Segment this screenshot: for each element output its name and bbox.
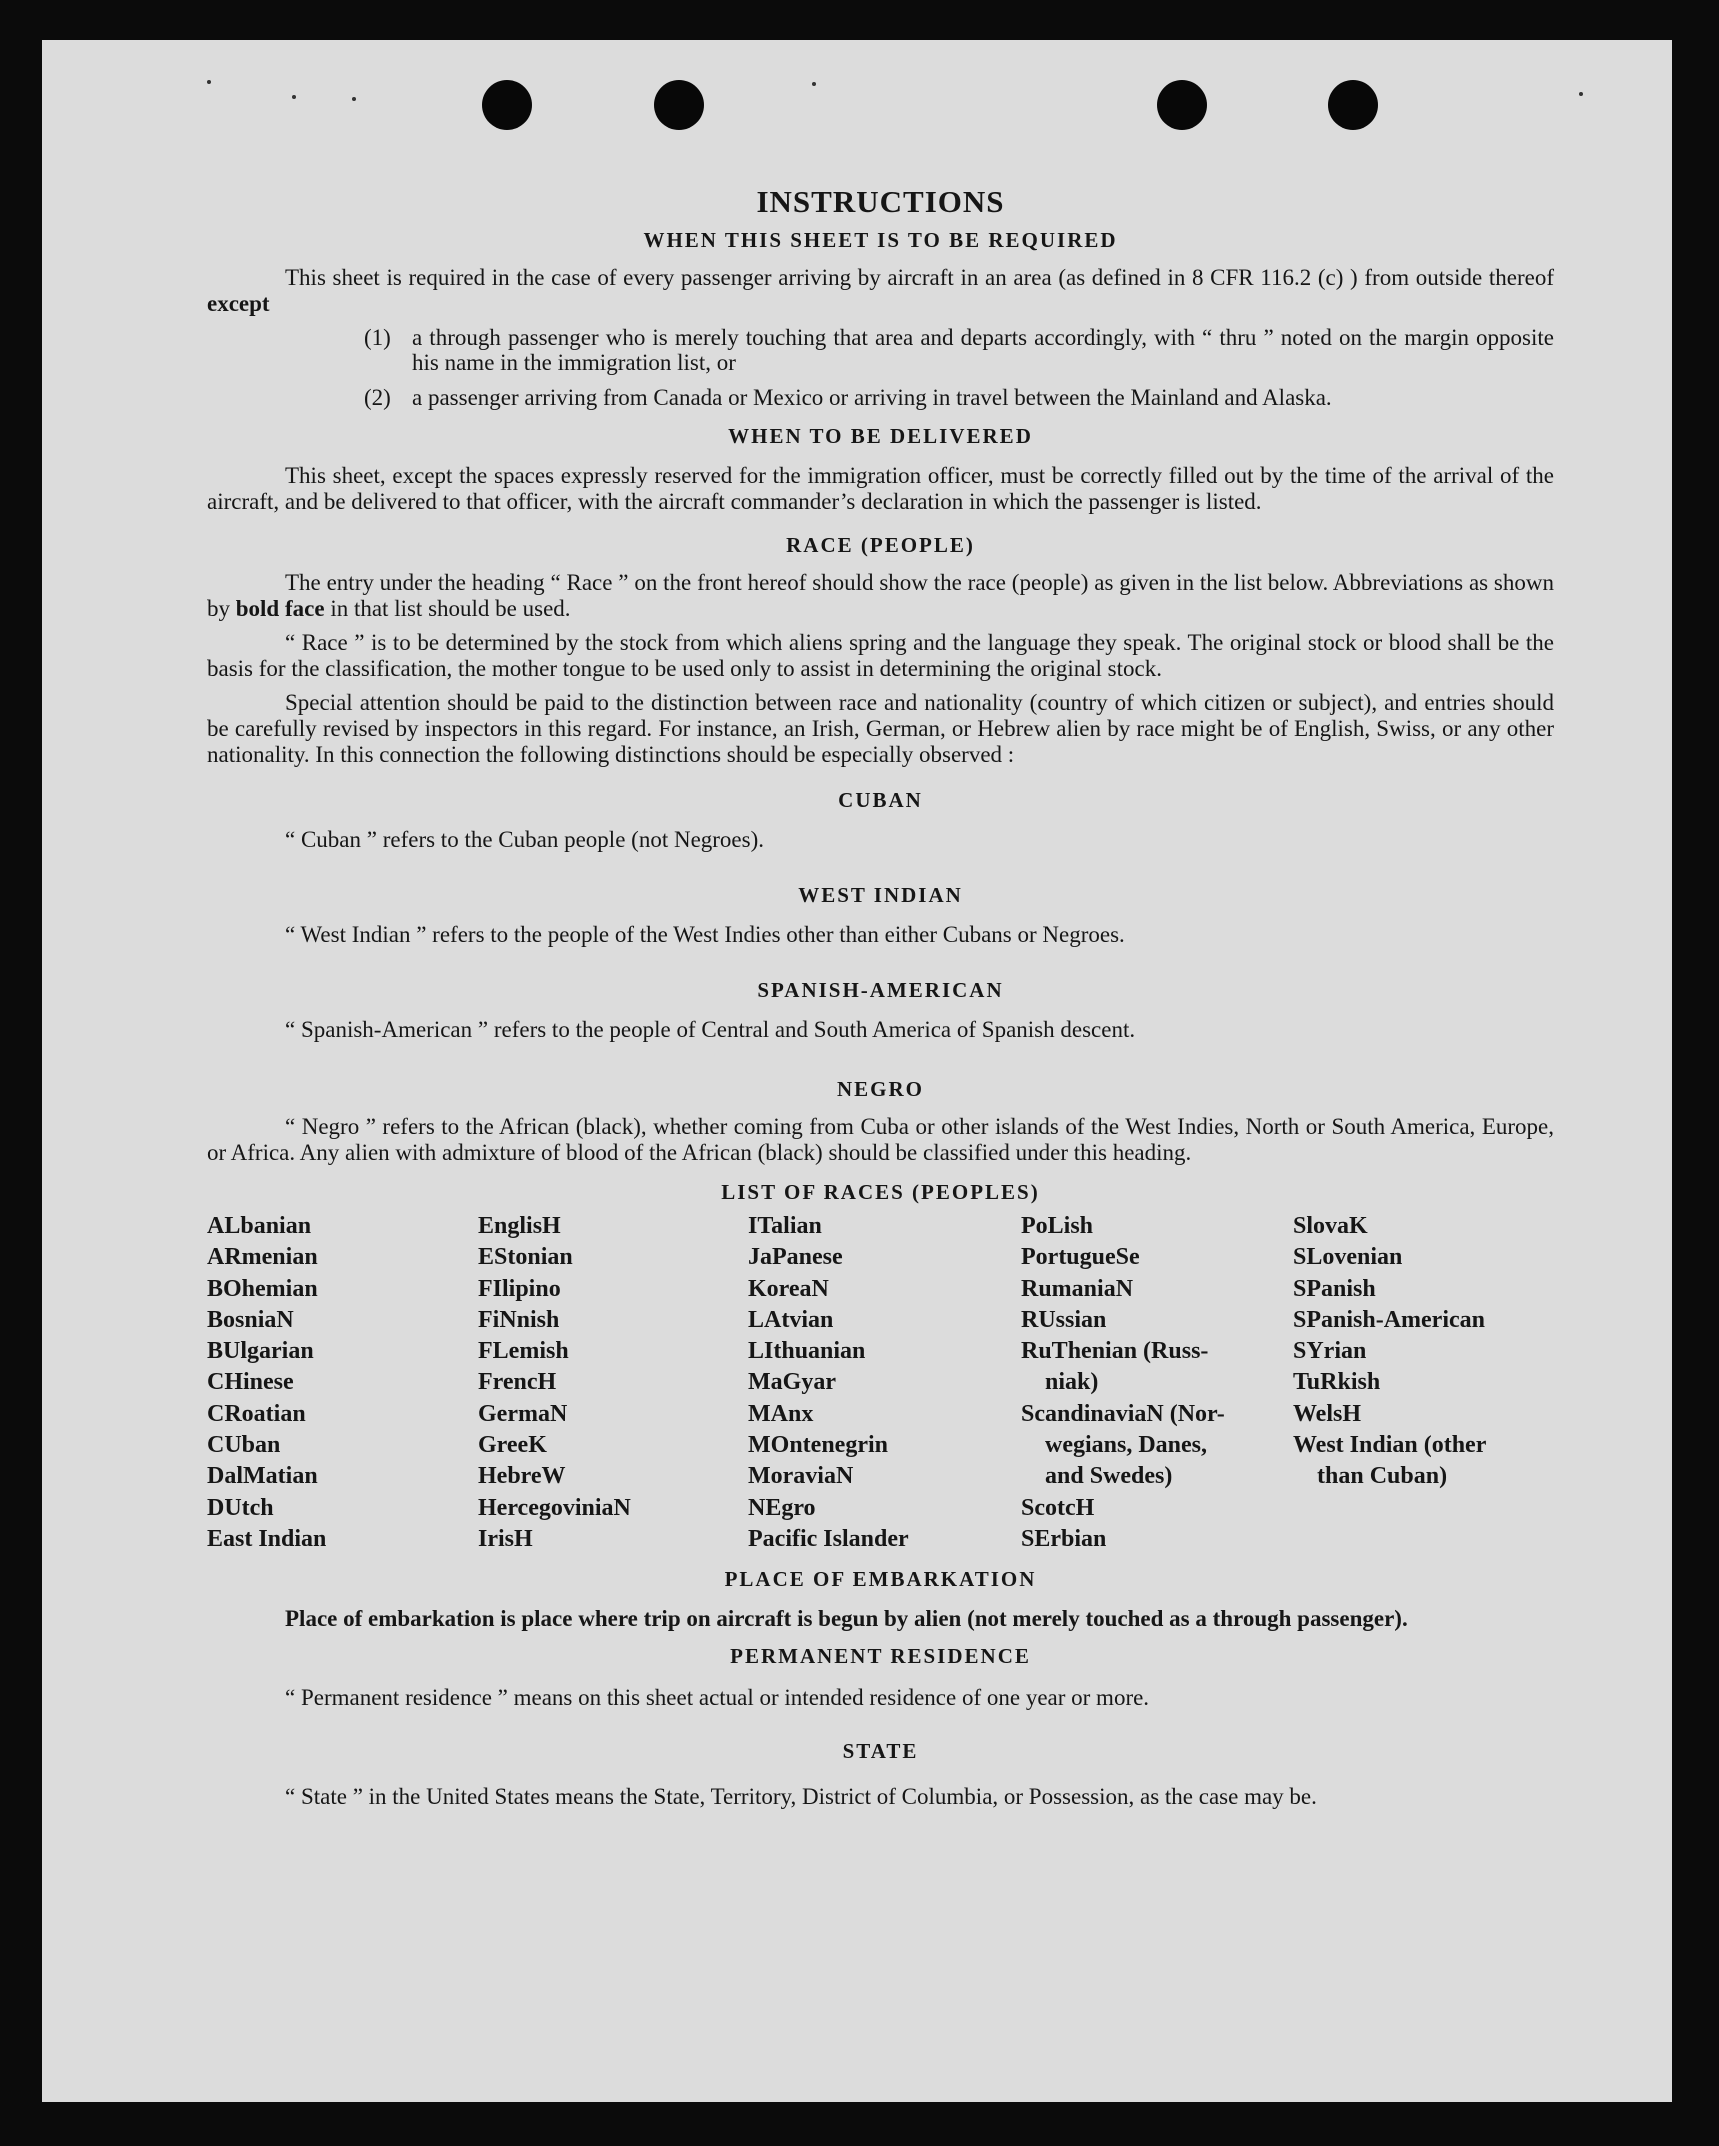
race-entry: FiNnish xyxy=(478,1306,560,1333)
race-entry: SlovaK xyxy=(1293,1213,1368,1239)
negro-definition: “ Negro ” refers to the African (black), whether coming from Cuba or other islands of the West Indies, North or South America, Europe, or Africa. Any alien with admixture of blood of the African (black) should be classified under this heading. xyxy=(207,1114,1554,1165)
punch-hole xyxy=(1157,80,1207,130)
speck xyxy=(352,97,356,101)
race-entry: LIthuanian xyxy=(748,1338,866,1365)
race-entry: than Cuban) xyxy=(1317,1463,1448,1490)
race-entry: SPanish xyxy=(1293,1275,1376,1302)
race-entry: RumaniaN xyxy=(1021,1275,1134,1302)
races-column-2 xyxy=(478,1211,748,1555)
section-heading-cuban: CUBAN xyxy=(838,788,923,812)
race-entry: BosniaN xyxy=(207,1306,294,1333)
race-entry: HercegoviniaN xyxy=(478,1494,631,1521)
race-entry: GreeK xyxy=(478,1432,547,1459)
page-title: INSTRUCTIONS xyxy=(756,184,1005,219)
race-entry: FIlipino xyxy=(478,1275,561,1302)
race-entry: GermaN xyxy=(478,1400,568,1427)
section-heading-when-required: WHEN THIS SHEET IS TO BE REQUIRED xyxy=(643,228,1118,252)
races-table xyxy=(207,1211,1554,1555)
race-entry: West Indian (other xyxy=(1293,1432,1487,1459)
race-entry: SErbian xyxy=(1021,1525,1107,1552)
punch-hole xyxy=(482,80,532,130)
embarkation-definition: Place of embarkation is place where trip on aircraft is begun by alien (not merely touched as a through passenger). xyxy=(285,1606,1408,1632)
race-entry: HebreW xyxy=(478,1463,566,1490)
section-heading-race: RACE (PEOPLE) xyxy=(786,533,975,557)
cuban-definition: “ Cuban ” refers to the Cuban people (not Negroes). xyxy=(285,827,765,852)
section-heading-residence: PERMANENT RESIDENCE xyxy=(730,1644,1031,1669)
race-entry: and Swedes) xyxy=(1045,1463,1173,1490)
race-entry: wegians, Danes, xyxy=(1045,1432,1208,1459)
section-heading-embarkation: PLACE OF EMBARKATION xyxy=(724,1567,1037,1592)
race-entry: KoreaN xyxy=(748,1275,829,1302)
races-column-3 xyxy=(748,1211,1021,1555)
race-entry: BOhemian xyxy=(207,1275,318,1302)
exception-item-1: (1) a through passenger who is merely touching that area and departs accordingly, with “ thru ” noted on the margin opposite his name in the immigration list, or xyxy=(364,325,1554,375)
races-column-1 xyxy=(207,1211,478,1555)
exception-item-2: (2) a passenger arriving from Canada or Mexico or arriving in travel between the Mainland and Alaska. xyxy=(364,385,1332,410)
section-heading-list-of-races: LIST OF RACES (PEOPLES) xyxy=(721,1180,1040,1204)
race-paragraph-1: The entry under the heading “ Race ” on the front hereof should show the race (people) as given in the list below. Abbreviations as shown by bold face in that list should be used. xyxy=(207,570,1554,621)
race-paragraph-3: Special attention should be paid to the distinction between race and nationality (country of which citizen or subject), and entries should be carefully revised by inspectors in this regard. For instance, an Irish, German, or Hebrew alien by race might be of English, Swiss, or any other nationality. In this connection the following distinctions should be especially observed : xyxy=(207,690,1554,767)
race-entry: MaGyar xyxy=(748,1369,836,1396)
race-entry: WelsH xyxy=(1293,1400,1362,1427)
race-entry: ScotcH xyxy=(1021,1494,1095,1521)
race-entry: BUlgarian xyxy=(207,1338,314,1365)
race-entry: FrencH xyxy=(478,1369,557,1396)
races-column-5 xyxy=(1293,1211,1554,1555)
punch-hole xyxy=(654,80,704,130)
punch-hole xyxy=(1328,80,1378,130)
race-entry: LAtvian xyxy=(748,1306,834,1333)
speck xyxy=(812,82,816,86)
race-entry: TuRkish xyxy=(1293,1369,1381,1396)
race-entry: niak) xyxy=(1045,1369,1099,1396)
race-entry: CUban xyxy=(207,1432,281,1459)
section-heading-state: STATE xyxy=(842,1739,919,1764)
west-indian-definition: “ West Indian ” refers to the people of the West Indies other than either Cubans or Negroes. xyxy=(285,922,1125,947)
race-entry: SLovenian xyxy=(1293,1244,1403,1271)
race-entry: EnglisH xyxy=(478,1213,561,1239)
race-entry: FLemish xyxy=(478,1338,569,1365)
race-entry: CHinese xyxy=(207,1369,294,1396)
race-entry: RUssian xyxy=(1021,1306,1107,1333)
race-entry: SYrian xyxy=(1293,1338,1367,1365)
race-entry: DUtch xyxy=(207,1494,274,1521)
race-entry: PortugueSe xyxy=(1021,1244,1140,1271)
race-entry: ScandinaviaN (Nor- xyxy=(1021,1400,1225,1427)
race-entry: CRoatian xyxy=(207,1400,306,1427)
race-entry: JaPanese xyxy=(748,1244,843,1271)
section-heading-negro: NEGRO xyxy=(836,1077,924,1101)
race-entry: ITalian xyxy=(748,1213,822,1239)
race-entry: IrisH xyxy=(478,1525,533,1552)
delivered-paragraph: This sheet, except the spaces expressly reserved for the immigration officer, must be correctly filled out by the time of the arrival of the aircraft, and be delivered to that officer, with the aircraft commander’s declaration in which the passenger is listed. xyxy=(207,463,1554,514)
race-entry: SPanish-American xyxy=(1293,1306,1485,1333)
instruction-sheet xyxy=(42,40,1672,2102)
race-entry: ARmenian xyxy=(207,1244,318,1271)
speck xyxy=(292,95,296,99)
race-entry: MOntenegrin xyxy=(748,1432,888,1459)
speck xyxy=(1579,92,1583,96)
speck xyxy=(207,80,211,84)
state-definition: “ State ” in the United States means the State, Territory, District of Columbia, or Possession, as the case may be. xyxy=(285,1784,1317,1810)
race-entry: DalMatian xyxy=(207,1463,318,1490)
section-heading-delivered: WHEN TO BE DELIVERED xyxy=(728,424,1033,448)
race-entry: East Indian xyxy=(207,1525,327,1552)
race-entry: RuThenian (Russ- xyxy=(1021,1338,1209,1365)
race-paragraph-2: “ Race ” is to be determined by the stock from which aliens spring and the language they speak. The original stock or blood shall be the basis for the classification, the mother tongue to be used only to assist in determining the original stock. xyxy=(207,630,1554,681)
residence-definition: “ Permanent residence ” means on this sheet actual or intended residence of one year or more. xyxy=(285,1685,1150,1711)
race-entry: EStonian xyxy=(478,1244,573,1271)
section-heading-spanish-american: SPANISH-AMERICAN xyxy=(757,978,1004,1002)
race-entry: PoLish xyxy=(1021,1213,1094,1239)
required-intro: This sheet is required in the case of every passenger arriving by aircraft in an area (as defined in 8 CFR 116.2 (c) ) from outside thereof except xyxy=(207,265,1554,316)
race-entry: MoraviaN xyxy=(748,1463,854,1490)
race-entry: Pacific Islander xyxy=(748,1525,909,1552)
races-column-4 xyxy=(1021,1211,1293,1555)
spanish-american-definition: “ Spanish-American ” refers to the people of Central and South America of Spanish descent. xyxy=(285,1017,1136,1042)
race-entry: NEgro xyxy=(748,1494,816,1521)
race-entry: MAnx xyxy=(748,1400,814,1427)
race-entry: ALbanian xyxy=(207,1213,312,1239)
section-heading-west-indian: WEST INDIAN xyxy=(798,883,963,907)
